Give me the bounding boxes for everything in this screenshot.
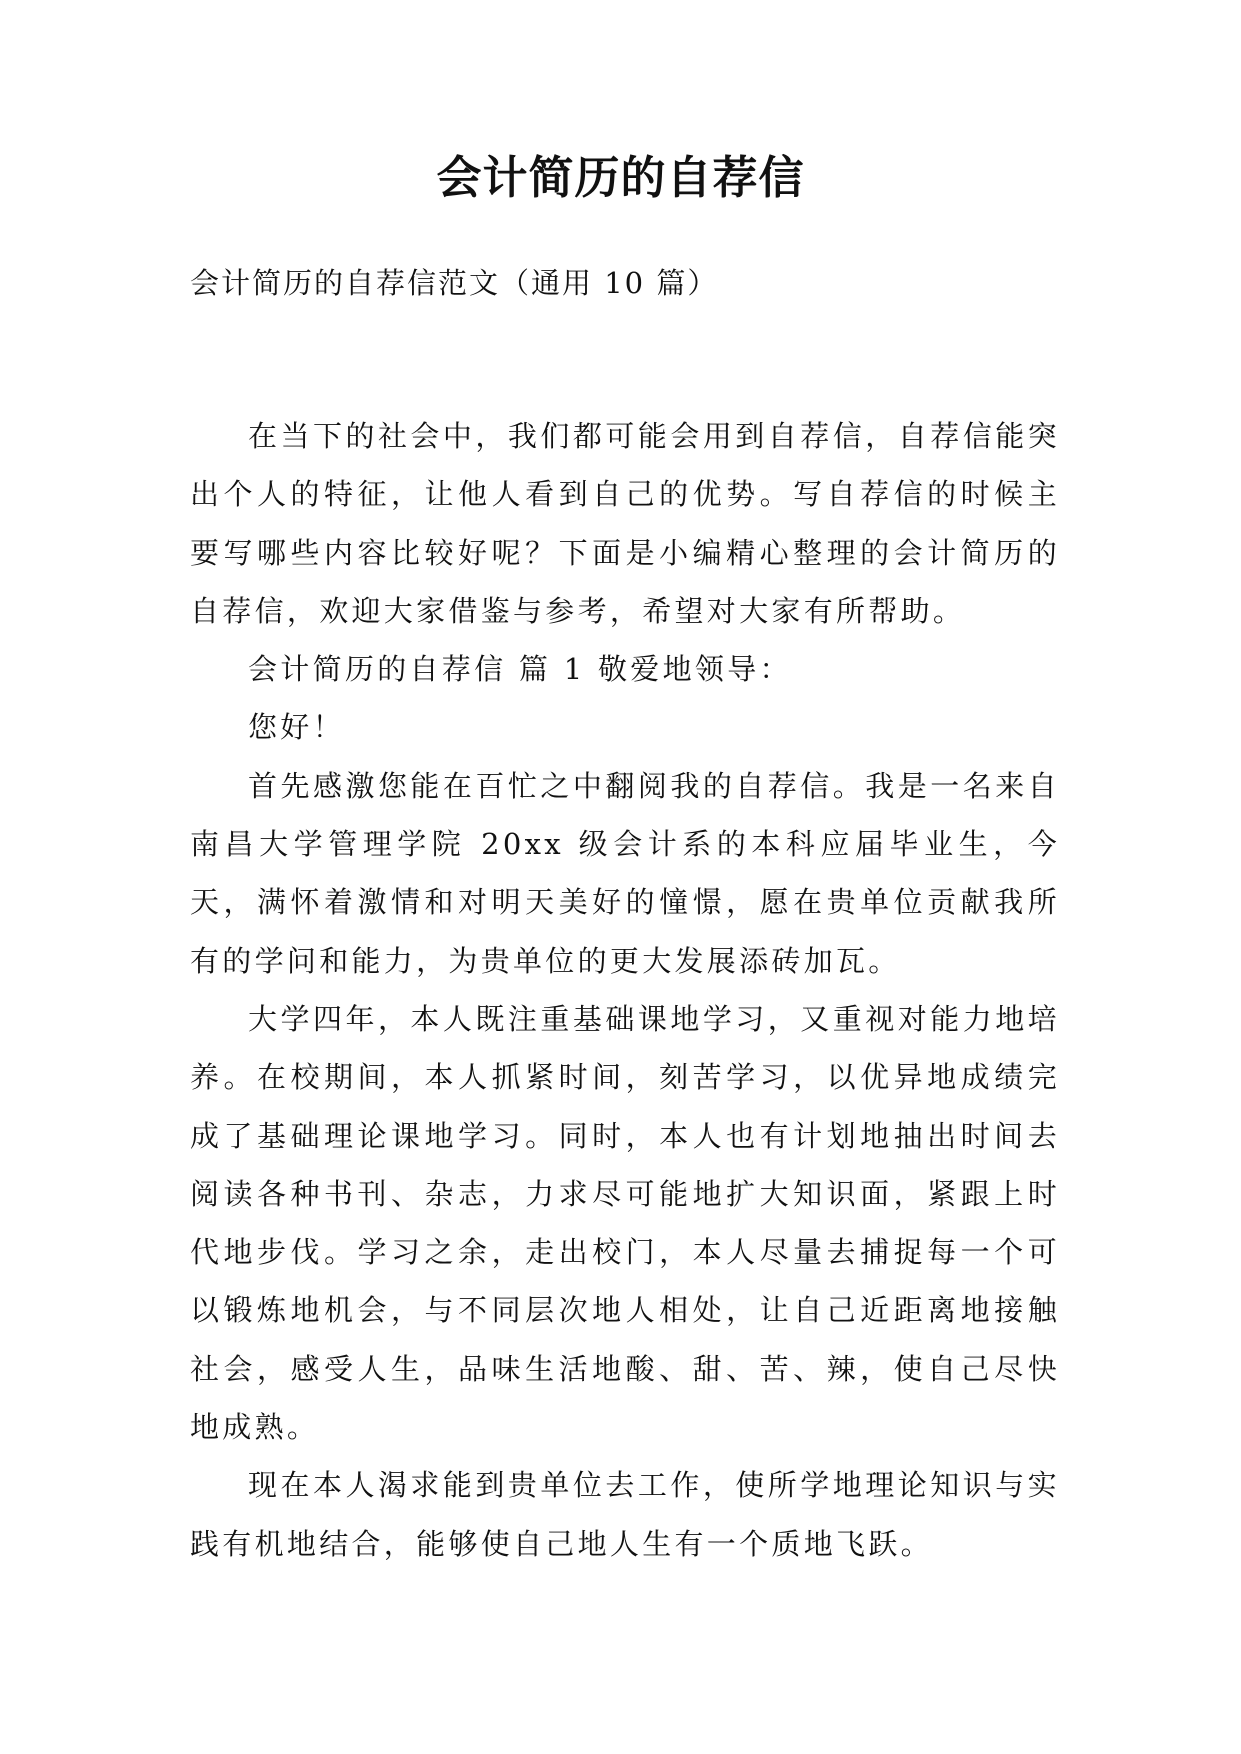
paragraph-aspiration: 现在本人渴求能到贵单位去工作，使所学地理论知识与实践有机地结合，能够使自己地人生有一个质地飞跃。 — [190, 1468, 1060, 1561]
paragraph-greeting: 您好！ — [248, 710, 345, 745]
paragraph-salutation: 会计简历的自荐信 篇 1 敬爱地领导： — [248, 652, 792, 687]
paragraph-introduction: 首先感激您能在百忙之中翻阅我的自荐信。我是一名来自南昌大学管理学院 20xx 级会计系的本科应届毕业生，今天，满怀着激情和对明天美好的憧憬，愿在贵单位贡献我所有的学问和能力，为贵单位的更大发展添砖加瓦。 — [190, 768, 1060, 978]
paragraph-intro: 在当下的社会中，我们都可能会用到自荐信，自荐信能突出个人的特征，让他人看到自己的优势。写自荐信的时候主要写哪些内容比较好呢？下面是小编精心整理的会计简历的自荐信，欢迎大家借鉴与参考，希望对大家有所帮助。 — [190, 419, 1060, 628]
document-title: 会计简历的自荐信 — [436, 151, 805, 204]
document-subtitle: 会计简历的自荐信范文（通用 10 篇） — [190, 266, 719, 300]
document-body — [190, 407, 1060, 1573]
paragraph-university: 大学四年，本人既注重基础课地学习，又重视对能力地培养。在校期间，本人抓紧时间，刻苦学习，以优异地成绩完成了基础理论课地学习。同时，本人也有计划地抽出时间去阅读各种书刊、杂志，力求尽可能地扩大知识面，紧跟上时代地步伐。学习之余，走出校门，本人尽量去捕捉每一个可以锻炼地机会，与不同层次地人相处，让自己近距离地接触社会，感受人生，品味生活地酸、甜、苦、辣，使自己尽快地成熟。 — [190, 1001, 1060, 1445]
